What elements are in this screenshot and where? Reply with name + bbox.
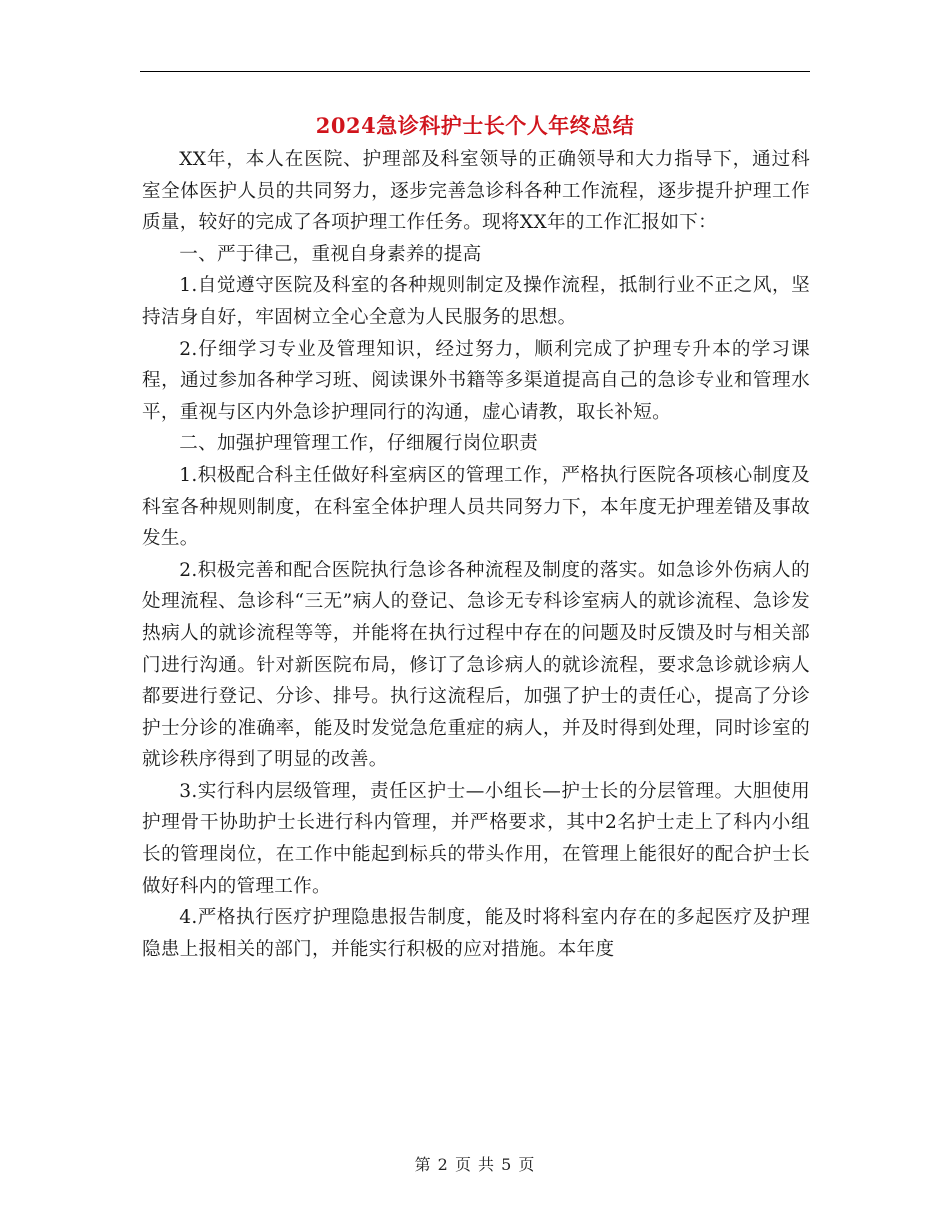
intro-paragraph: XX年，本人在医院、护理部及科室领导的正确领导和大力指导下，通过科室全体医护人员的共同努力，逐步完善急诊科各种工作流程，逐步提升护理工作质量，较好的完成了各项护理工作任务。现将XX年的工作汇报如下： [142, 149, 810, 234]
paragraph-2-1: 1.积极配合科主任做好科室病区的管理工作，严格执行医院各项核心制度及科室各种规则制度，在科室全体护理人员共同努力下，本年度无护理差错及事故发生。 [142, 464, 810, 550]
paragraph-2-3: 3.实行科内层级管理，责任区护士—小组长—护士长的分层管理。大胆使用护理骨干协助护士长进行科内管理，并严格要求，其中2名护士走上了科内小组长的管理岗位，在工作中能起到标兵的带头作用，在管理上能很好的配合护士长做好科内的管理工作。 [142, 780, 810, 897]
document-title: 2024急诊科护士长个人年终总结 [315, 113, 635, 138]
paragraph-1-1: 1.自觉遵守医院及科室的各种规则制定及操作流程，抵制行业不正之风，坚持洁身自好，牢固树立全心全意为人民服务的思想。 [142, 275, 810, 328]
section-heading-2: 二、加强护理管理工作，仔细履行岗位职责 [179, 433, 539, 455]
paragraph-2-4: 4.严格执行医疗护理隐患报告制度，能及时将科室内存在的多起医疗及护理隐患上报相关的部门，并能实行积极的应对措施。本年度 [142, 907, 810, 960]
header-rule [140, 71, 810, 72]
paragraph-2-2: 2.积极完善和配合医院执行急诊各种流程及制度的落实。如急诊外伤病人的处理流程、急诊科“三无”病人的登记、急诊无专科诊室病人的就诊流程、急诊发热病人的就诊流程等等，并能将在执行过程中存在的问题及时反馈及时与相关部门进行沟通。针对新医院布局，修订了急诊病人的就诊流程，要求急诊就诊病人都要进行登记、分诊、排号。执行这流程后，加强了护士的责任心，提高了分诊护士分诊的准确率，能及时发觉急危重症的病人，并及时得到处理，同时诊室的就诊秩序得到了明显的改善。 [142, 559, 810, 771]
section-heading-1: 一、严于律己，重视自身素养的提高 [179, 243, 482, 265]
page-number-footer: 第 2 页 共 5 页 [414, 1155, 536, 1174]
document-body [142, 144, 810, 965]
paragraph-1-2: 2.仔细学习专业及管理知识，经过努力，顺利完成了护理专升本的学习课程，通过参加各种学习班、阅读课外书籍等多渠道提高自己的急诊专业和管理水平，重视与区内外急诊护理同行的沟通，虚心请教，取长补短。 [142, 338, 810, 423]
